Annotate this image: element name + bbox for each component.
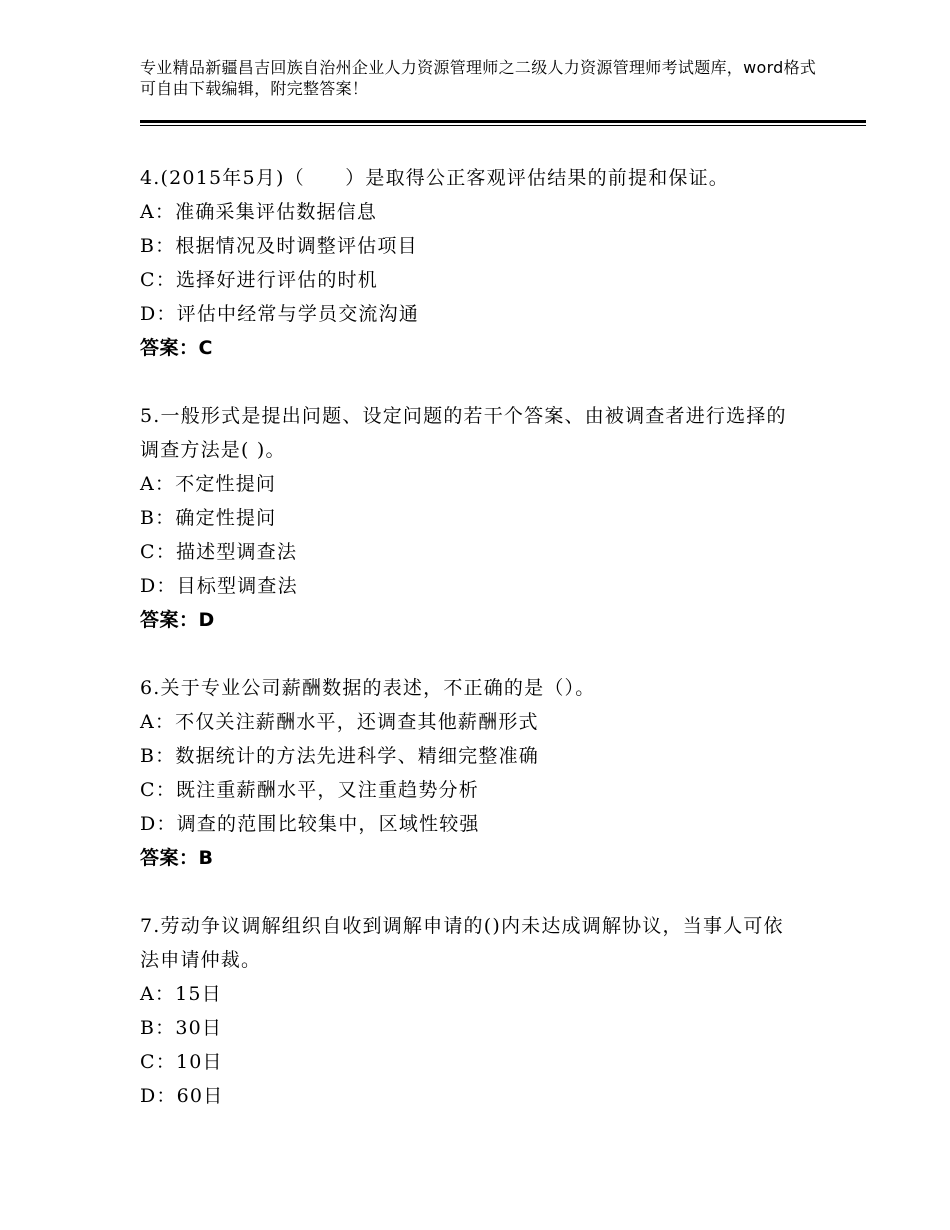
document-header: 专业精品新疆昌吉回族自治州企业人力资源管理师之二级人力资源管理师考试题库，word格式可自由下载编辑，附完整答案！	[140, 58, 817, 98]
option-d: D：目标型调查法	[140, 575, 298, 597]
option-b: B：确定性提问	[140, 507, 277, 529]
option-a: A：准确采集评估数据信息	[140, 201, 378, 223]
option-c: C：10日	[140, 1051, 223, 1073]
option-a: A：不定性提问	[140, 473, 277, 495]
question-stem: 7.劳动争议调解组织自收到调解申请的()内未达成调解协议，当事人可依法申请仲裁。	[140, 915, 784, 971]
question-7	[140, 909, 800, 1113]
answer-line	[140, 603, 800, 637]
option-c: C：描述型调查法	[140, 541, 298, 563]
answer-label: 答案：	[140, 609, 199, 631]
question-stem: 4.(2015年5月)（ ）是取得公正客观评估结果的前提和保证。	[140, 167, 729, 189]
question-stem: 5.一般形式是提出问题、设定问题的若干个答案、由被调查者进行选择的调查方法是( )。	[140, 405, 787, 461]
question-6	[140, 671, 800, 875]
answer-value: D	[198, 609, 215, 631]
answer-line	[140, 331, 800, 365]
answer-value: B	[198, 847, 214, 869]
question-list	[140, 161, 800, 1147]
question-4	[140, 161, 800, 365]
option-b: B：30日	[140, 1017, 223, 1039]
answer-label: 答案：	[140, 847, 199, 869]
question-stem: 6.关于专业公司薪酬数据的表述，不正确的是（）。	[140, 677, 596, 699]
option-d: D：60日	[140, 1085, 224, 1107]
answer-value: C	[198, 337, 213, 359]
option-b: B：根据情况及时调整评估项目	[140, 235, 418, 257]
option-c: C：选择好进行评估的时机	[140, 269, 378, 291]
header-rule-thin	[140, 125, 866, 126]
option-b: B：数据统计的方法先进科学、精细完整准确	[140, 745, 539, 767]
option-a: A：不仅关注薪酬水平，还调查其他薪酬形式	[140, 711, 539, 733]
option-d: D：评估中经常与学员交流沟通	[140, 303, 420, 325]
question-5	[140, 399, 800, 637]
header-rule-thick	[140, 120, 866, 123]
answer-label: 答案：	[140, 337, 199, 359]
answer-line	[140, 841, 800, 875]
option-d: D：调查的范围比较集中，区域性较强	[140, 813, 480, 835]
option-c: C：既注重薪酬水平，又注重趋势分析	[140, 779, 479, 801]
option-a: A：15日	[140, 983, 222, 1005]
